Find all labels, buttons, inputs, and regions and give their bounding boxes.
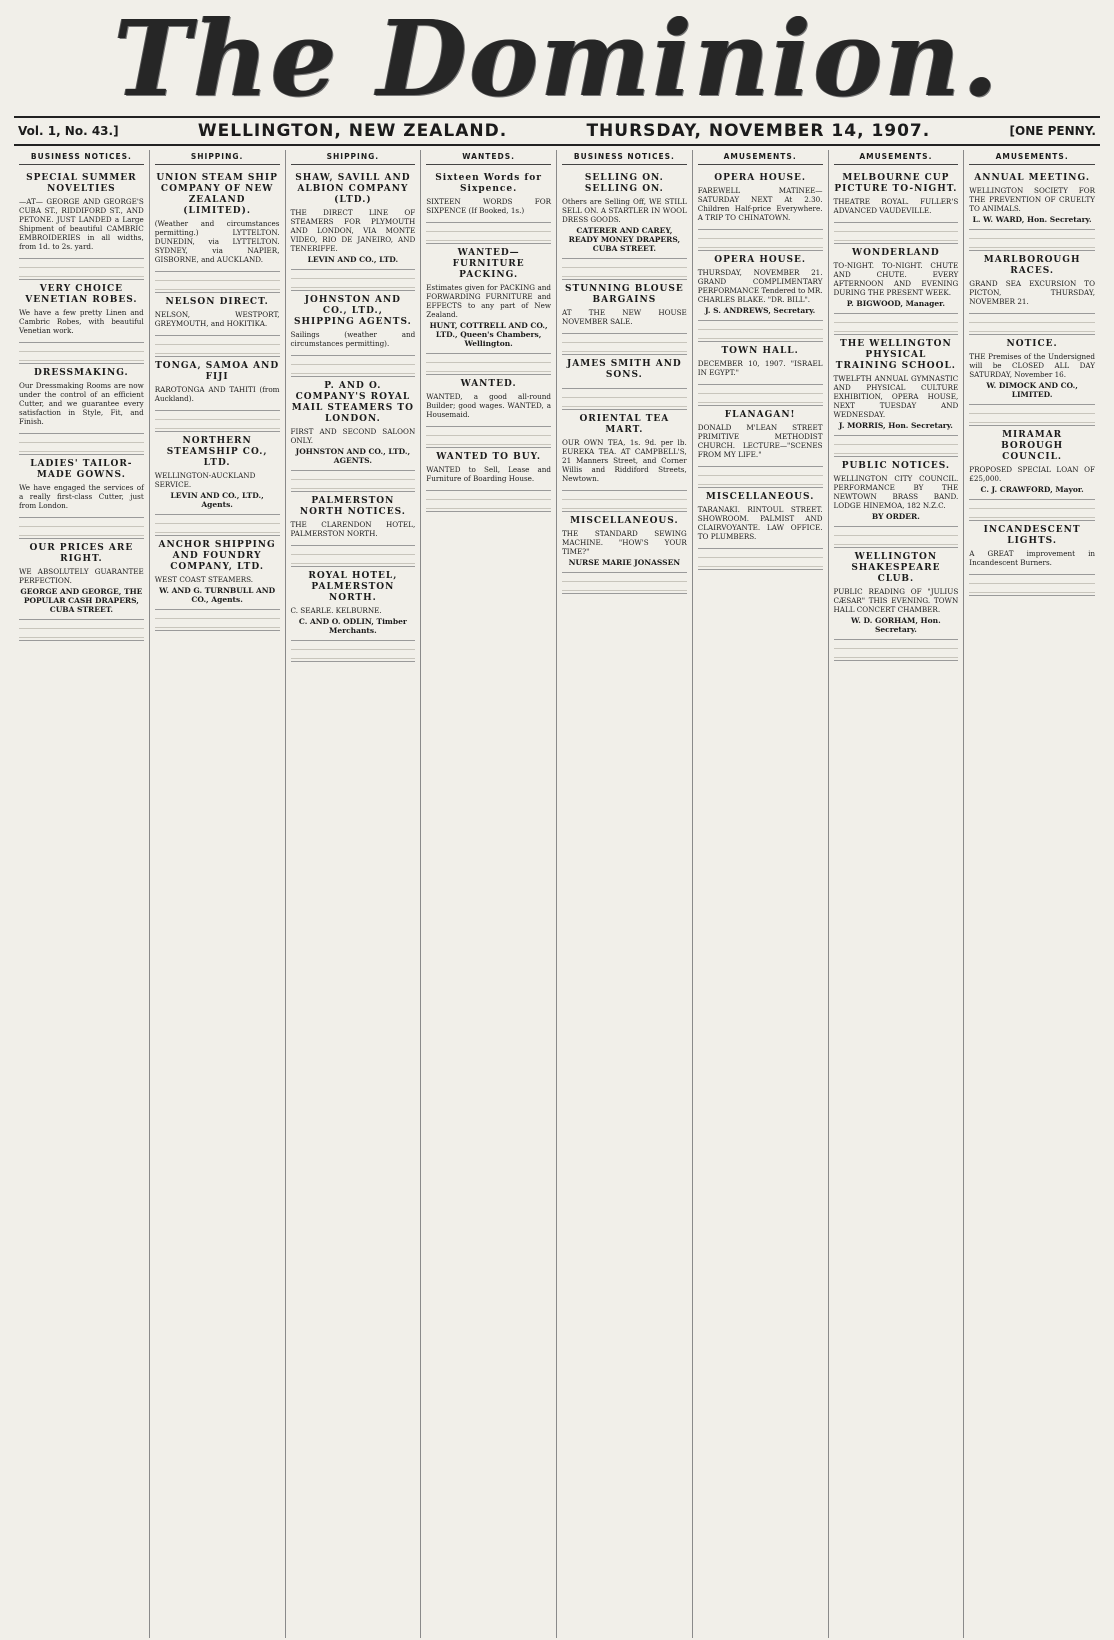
filler-text-lines — [834, 640, 959, 661]
advertisement — [19, 169, 144, 259]
ad-body: WANTED, a good all-round Builder; good wages. WANTED, a Housemaid. — [426, 392, 551, 419]
filler-text-lines — [426, 223, 551, 244]
dateline-city: WELLINGTON, NEW ZEALAND. — [197, 121, 508, 141]
column — [286, 150, 422, 1638]
ad-signature: C. AND O. ODLIN, Timber Merchants. — [298, 617, 407, 635]
advertisement — [291, 291, 416, 356]
column — [964, 150, 1100, 1638]
filler-text-lines — [698, 385, 823, 406]
filler-text-lines — [19, 518, 144, 539]
ad-title: MARLBOROUGH RACES. — [983, 255, 1081, 276]
advertisement — [969, 426, 1095, 500]
filler-text-lines — [155, 610, 280, 631]
advertisement — [19, 455, 144, 518]
ad-body: OUR OWN TEA, 1s. 9d. per lb. EUREKA TEA. AT CAMPBELL'S, 21 Manners Street, and Corner Willis and Riddiford Streets, Newtown. — [562, 438, 687, 483]
ad-body: PUBLIC READING OF "JULIUS CÆSAR" THIS EVENING. TOWN HALL CONCERT CHAMBER. — [833, 587, 959, 614]
ad-title: WONDERLAND — [852, 248, 940, 258]
ad-title: ROYAL HOTEL, PALMERSTON NORTH. — [308, 571, 398, 603]
ad-title: NOTICE. — [1006, 339, 1058, 349]
ad-signature: BY ORDER. — [871, 512, 920, 521]
filler-text-lines — [19, 434, 144, 455]
advertisement — [426, 244, 551, 354]
ad-signature: J. MORRIS, Hon. Secretary. — [838, 421, 953, 430]
ad-title: JAMES SMITH AND SONS. — [567, 359, 682, 380]
advertisement — [291, 492, 416, 546]
ad-body: WANTED to Sell, Lease and Furniture of Boarding House. — [426, 465, 551, 483]
advertisement — [19, 539, 144, 620]
filler-text-lines — [155, 336, 280, 357]
ad-signature: J. S. ANDREWS, Secretary. — [704, 306, 816, 315]
ad-signature: GEORGE AND GEORGE, THE POPULAR CASH DRAPERS, CUBA STREET. — [20, 587, 143, 614]
column — [421, 150, 557, 1638]
ad-title: WANTED. — [460, 379, 517, 389]
filler-text-lines — [426, 354, 551, 375]
advertisement — [562, 169, 687, 259]
filler-text-lines — [562, 334, 687, 355]
filler-text-lines — [291, 641, 416, 662]
ad-body: We have a few pretty Linen and Cambric Robes, with beautiful Venetian work. — [19, 308, 144, 335]
ad-title: SPECIAL SUMMER NOVELTIES — [26, 173, 137, 194]
ad-title: VERY CHOICE VENETIAN ROBES. — [25, 284, 138, 305]
ad-body: TO-NIGHT. TO-NIGHT. CHUTE AND CHUTE. EVERY AFTERNOON AND EVENING DURING THE PRESENT WEEK. — [833, 261, 959, 297]
filler-text-lines — [426, 427, 551, 448]
advertisement — [969, 521, 1095, 575]
ad-body: THE CLARENDON HOTEL, PALMERSTON NORTH. — [290, 520, 416, 538]
ad-title: OPERA HOUSE. — [714, 255, 806, 265]
ad-body: AT THE NEW HOUSE NOVEMBER SALE. — [562, 308, 687, 326]
ad-body: —AT— GEORGE AND GEORGE'S CUBA ST., RIDDIFORD ST., AND PETONE. JUST LANDED a Large Shipment of beautiful CAMBRIC EMBROIDERIES in all widths, from 1d. to 2s. yard. — [19, 197, 144, 251]
advertisement — [426, 375, 551, 427]
ad-body: DONALD M'LEAN STREET PRIMITIVE METHODIST CHURCH. LECTURE—"SCENES FROM MY LIFE." — [697, 423, 823, 459]
filler-text-lines — [969, 500, 1095, 521]
column-heading: AMUSEMENTS. — [698, 150, 823, 165]
ad-title: NELSON DIRECT. — [165, 297, 269, 307]
advertisement — [834, 548, 959, 640]
ad-signature: LEVIN AND CO., LTD. — [307, 255, 399, 264]
ad-body: (Weather and circumstances permitting.) LYTTELTON. DUNEDIN, via LYTTELTON. SYDNEY, via NAPIER, GISBORNE, and AUCKLAND. — [154, 219, 280, 264]
ad-body: WELLINGTON-AUCKLAND SERVICE. — [154, 471, 256, 489]
filler-text-lines — [562, 259, 687, 280]
ad-title: UNION STEAM SHIP COMPANY OF NEW ZEALAND (LIMITED). — [156, 173, 278, 216]
ad-signature: W. AND G. TURNBULL AND CO., Agents. — [159, 586, 276, 604]
ad-title: P. AND O. COMPANY'S ROYAL MAIL STEAMERS TO LONDON. — [291, 381, 414, 424]
column-heading: SHIPPING. — [291, 150, 416, 165]
ad-body: Others are Selling Off, WE STILL SELL ON. A STARTLER IN WOOL DRESS GOODS. — [562, 197, 687, 224]
ad-title: ANCHOR SHIPPING AND FOUNDRY COMPANY, LTD. — [158, 540, 276, 572]
ad-title: THE WELLINGTON PHYSICAL TRAINING SCHOOL. — [835, 339, 956, 371]
ad-title: MISCELLANEOUS. — [705, 492, 815, 502]
advertisement — [698, 169, 823, 230]
advertisement — [426, 169, 551, 223]
advertisement — [834, 169, 959, 223]
ad-body: Our Dressmaking Rooms are now under the control of an efficient Cutter, and we guarantee every satisfaction in Style, Fit, and Finish. — [19, 381, 144, 426]
filler-text-lines — [834, 223, 959, 244]
ad-body: TWELFTH ANNUAL GYMNASTIC AND PHYSICAL CULTURE EXHIBITION, OPERA HOUSE, NEXT TUESDAY AND WEDNESDAY. — [833, 374, 959, 419]
ad-body: THURSDAY, NOVEMBER 21. GRAND COMPLIMENTARY PERFORMANCE Tendered to MR. CHARLES BLAKE. "DR. BILL". — [697, 268, 823, 304]
ad-body: THE STANDARD SEWING MACHINE. "HOW'S YOUR TIME?" — [562, 529, 687, 556]
advertisement — [834, 335, 959, 436]
ad-title: FLANAGAN! — [724, 410, 796, 420]
filler-text-lines — [698, 230, 823, 251]
ad-body: RAROTONGA AND TAHITI (from Auckland). — [154, 385, 280, 403]
dateline — [14, 116, 1100, 146]
ad-title: WELLINGTON SHAKESPEARE CLUB. — [851, 552, 941, 584]
advertisement — [834, 244, 959, 314]
advertisement — [155, 169, 280, 272]
advertisement — [155, 357, 280, 411]
column — [150, 150, 286, 1638]
column-heading: BUSINESS NOTICES. — [19, 150, 144, 165]
ad-body: FIRST AND SECOND SALOON ONLY. — [290, 427, 416, 445]
advertisement — [155, 293, 280, 336]
column — [693, 150, 829, 1638]
column — [829, 150, 965, 1638]
ad-signature: L. W. WARD, Hon. Secretary. — [972, 215, 1092, 224]
filler-text-lines — [834, 314, 959, 335]
advertisement — [562, 280, 687, 334]
ad-title: MIRAMAR BOROUGH COUNCIL. — [1001, 430, 1064, 462]
filler-text-lines — [291, 471, 416, 492]
price: [ONE PENNY. — [1009, 124, 1096, 138]
filler-text-lines — [155, 515, 280, 536]
ad-body: THEATRE ROYAL. FULLER'S ADVANCED VAUDEVILLE. — [833, 197, 959, 215]
advertisement — [291, 377, 416, 471]
advertisement — [155, 536, 280, 610]
ad-body: We have engaged the services of a really first-class Cutter, just from London. — [19, 483, 144, 510]
ad-body: WEST COAST STEAMERS. — [154, 575, 254, 584]
filler-text-lines — [562, 491, 687, 512]
advertisement — [969, 251, 1095, 314]
ad-body: SIXTEEN WORDS FOR SIXPENCE (If Booked, 1s.) — [426, 197, 551, 215]
column-heading: WANTEDS. — [426, 150, 551, 165]
filler-text-lines — [562, 573, 687, 594]
filler-text-lines — [562, 389, 687, 410]
filler-text-lines — [291, 546, 416, 567]
ad-body: THE DIRECT LINE OF STEAMERS FOR PLYMOUTH AND LONDON, VIA MONTE VIDEO, RIO DE JANEIRO, AND TENERIFFE. — [290, 208, 416, 253]
ad-signature: NURSE MARIE JONASSEN — [568, 558, 681, 567]
column-heading: AMUSEMENTS. — [969, 150, 1095, 165]
ad-title: WANTED—FURNITURE PACKING. — [452, 248, 525, 280]
advertisement — [562, 512, 687, 573]
column — [14, 150, 150, 1638]
advertisement — [155, 432, 280, 515]
filler-text-lines — [291, 270, 416, 291]
ad-signature: W. DIMOCK AND CO., LIMITED. — [986, 381, 1078, 399]
filler-text-lines — [834, 527, 959, 548]
advertisement — [19, 280, 144, 343]
ad-title: ORIENTAL TEA MART. — [579, 414, 670, 435]
ad-body: PROPOSED SPECIAL LOAN OF £25,000. — [969, 465, 1095, 483]
filler-text-lines — [19, 259, 144, 280]
ad-title: WANTED TO BUY. — [436, 452, 541, 462]
column-heading: BUSINESS NOTICES. — [562, 150, 687, 165]
ad-body: THE Premises of the Undersigned will be CLOSED ALL DAY SATURDAY, November 16. — [969, 352, 1095, 379]
ad-title: MISCELLANEOUS. — [570, 516, 679, 526]
ad-signature: JOHNSTON AND CO., LTD., AGENTS. — [295, 447, 411, 465]
ad-body: C. SEARLE. KELBURNE. — [290, 606, 382, 615]
filler-text-lines — [426, 491, 551, 512]
filler-text-lines — [291, 356, 416, 377]
ad-title: TOWN HALL. — [721, 346, 799, 356]
filler-text-lines — [969, 405, 1095, 426]
ad-title: Sixteen Words for Sixpence. — [435, 173, 543, 194]
advertisement — [698, 488, 823, 549]
ad-signature: W. D. GORHAM, Hon. Secretary. — [851, 616, 941, 634]
newspaper-title: The Dominion. — [113, 0, 1001, 120]
filler-text-lines — [969, 314, 1095, 335]
advertisement — [834, 457, 959, 527]
ad-body: WELLINGTON SOCIETY FOR THE PREVENTION OF CRUELTY TO ANIMALS. — [969, 186, 1095, 213]
column-heading: SHIPPING. — [155, 150, 280, 165]
filler-text-lines — [969, 575, 1095, 596]
volume-number: Vol. 1, No. 43.] — [18, 124, 119, 138]
ad-body: WE ABSOLUTELY GUARANTEE PERFECTION. — [19, 567, 144, 585]
filler-text-lines — [698, 467, 823, 488]
filler-text-lines — [155, 272, 280, 293]
masthead — [14, 0, 1100, 120]
filler-text-lines — [155, 411, 280, 432]
ad-body: GRAND SEA EXCURSION TO PICTON, THURSDAY, NOVEMBER 21. — [969, 279, 1095, 306]
advertisement — [291, 567, 416, 641]
advertisement — [698, 342, 823, 385]
advertisement — [562, 410, 687, 491]
filler-text-lines — [698, 321, 823, 342]
advertisement — [698, 251, 823, 321]
ad-signature: C. J. CRAWFORD, Mayor. — [980, 485, 1084, 494]
ad-title: DRESSMAKING. — [34, 368, 129, 378]
ad-title: OPERA HOUSE. — [714, 173, 806, 183]
filler-text-lines — [19, 620, 144, 641]
ad-body: A GREAT improvement in Incandescent Burners. — [969, 549, 1095, 567]
advertisement — [969, 335, 1095, 405]
ad-body: WELLINGTON CITY COUNCIL. PERFORMANCE BY THE NEWTOWN BRASS BAND. LODGE HINEMOA, 182 N.Z.C. — [833, 474, 959, 510]
ad-title: MELBOURNE CUP PICTURE TO-NIGHT. — [834, 173, 958, 194]
column-heading: AMUSEMENTS. — [834, 150, 959, 165]
ad-signature: P. BIGWOOD, Manager. — [846, 299, 945, 308]
ad-title: PALMERSTON NORTH NOTICES. — [299, 496, 406, 517]
filler-text-lines — [698, 549, 823, 570]
advertisement — [426, 448, 551, 491]
ad-title: OUR PRICES ARE RIGHT. — [29, 543, 134, 564]
ad-body: Sailings (weather and circumstances permitting). — [290, 330, 416, 348]
ad-signature: HUNT, COTTRELL AND CO., LTD., Queen's Chambers, Wellington. — [429, 321, 548, 348]
ad-title: STUNNING BLOUSE BARGAINS — [565, 284, 684, 305]
ad-title: PUBLIC NOTICES. — [841, 461, 951, 471]
filler-text-lines — [834, 436, 959, 457]
column — [557, 150, 693, 1638]
ad-body: TARANAKI. RINTOUL STREET. SHOWROOM. PALMIST AND CLAIRVOYANTE. LAW OFFICE. TO PLUMBERS. — [697, 505, 823, 541]
ad-title: INCANDESCENT LIGHTS. — [983, 525, 1081, 546]
ad-title: ANNUAL MEETING. — [974, 173, 1091, 183]
ad-title: TONGA, SAMOA AND FIJI — [155, 361, 280, 382]
ad-title: JOHNSTON AND CO., LTD., SHIPPING AGENTS. — [293, 295, 412, 327]
ad-signature: LEVIN AND CO., LTD., Agents. — [170, 491, 264, 509]
columns — [14, 150, 1100, 1638]
advertisement — [698, 406, 823, 467]
dateline-date: THURSDAY, NOVEMBER 14, 1907. — [586, 121, 931, 141]
advertisement — [291, 169, 416, 270]
filler-text-lines — [19, 343, 144, 364]
ad-body: Estimates given for PACKING and FORWARDING FURNITURE and EFFECTS to any part of New Zealand. — [426, 283, 551, 319]
ad-title: SHAW, SAVILL AND ALBION COMPANY (LTD.) — [295, 173, 411, 205]
ad-body: FAREWELL MATINEE—SATURDAY NEXT At 2.30. Children Half-price Everywhere. A TRIP TO CHINATOWN. — [697, 186, 823, 222]
ad-title: NORTHERN STEAMSHIP CO., LTD. — [166, 436, 268, 468]
ad-title: LADIES' TAILOR-MADE GOWNS. — [30, 459, 133, 480]
advertisement — [969, 169, 1095, 230]
filler-text-lines — [969, 230, 1095, 251]
ad-signature: CATERER AND CAREY, READY MONEY DRAPERS, CUBA STREET. — [568, 226, 681, 253]
ad-title: SELLING ON. SELLING ON. — [584, 173, 664, 194]
advertisement — [19, 364, 144, 434]
ad-body: DECEMBER 10, 1907. "ISRAEL IN EGYPT." — [697, 359, 823, 377]
ad-body: NELSON, WESTPORT, GREYMOUTH, and HOKITIKA. — [154, 310, 280, 328]
advertisement — [562, 355, 687, 389]
